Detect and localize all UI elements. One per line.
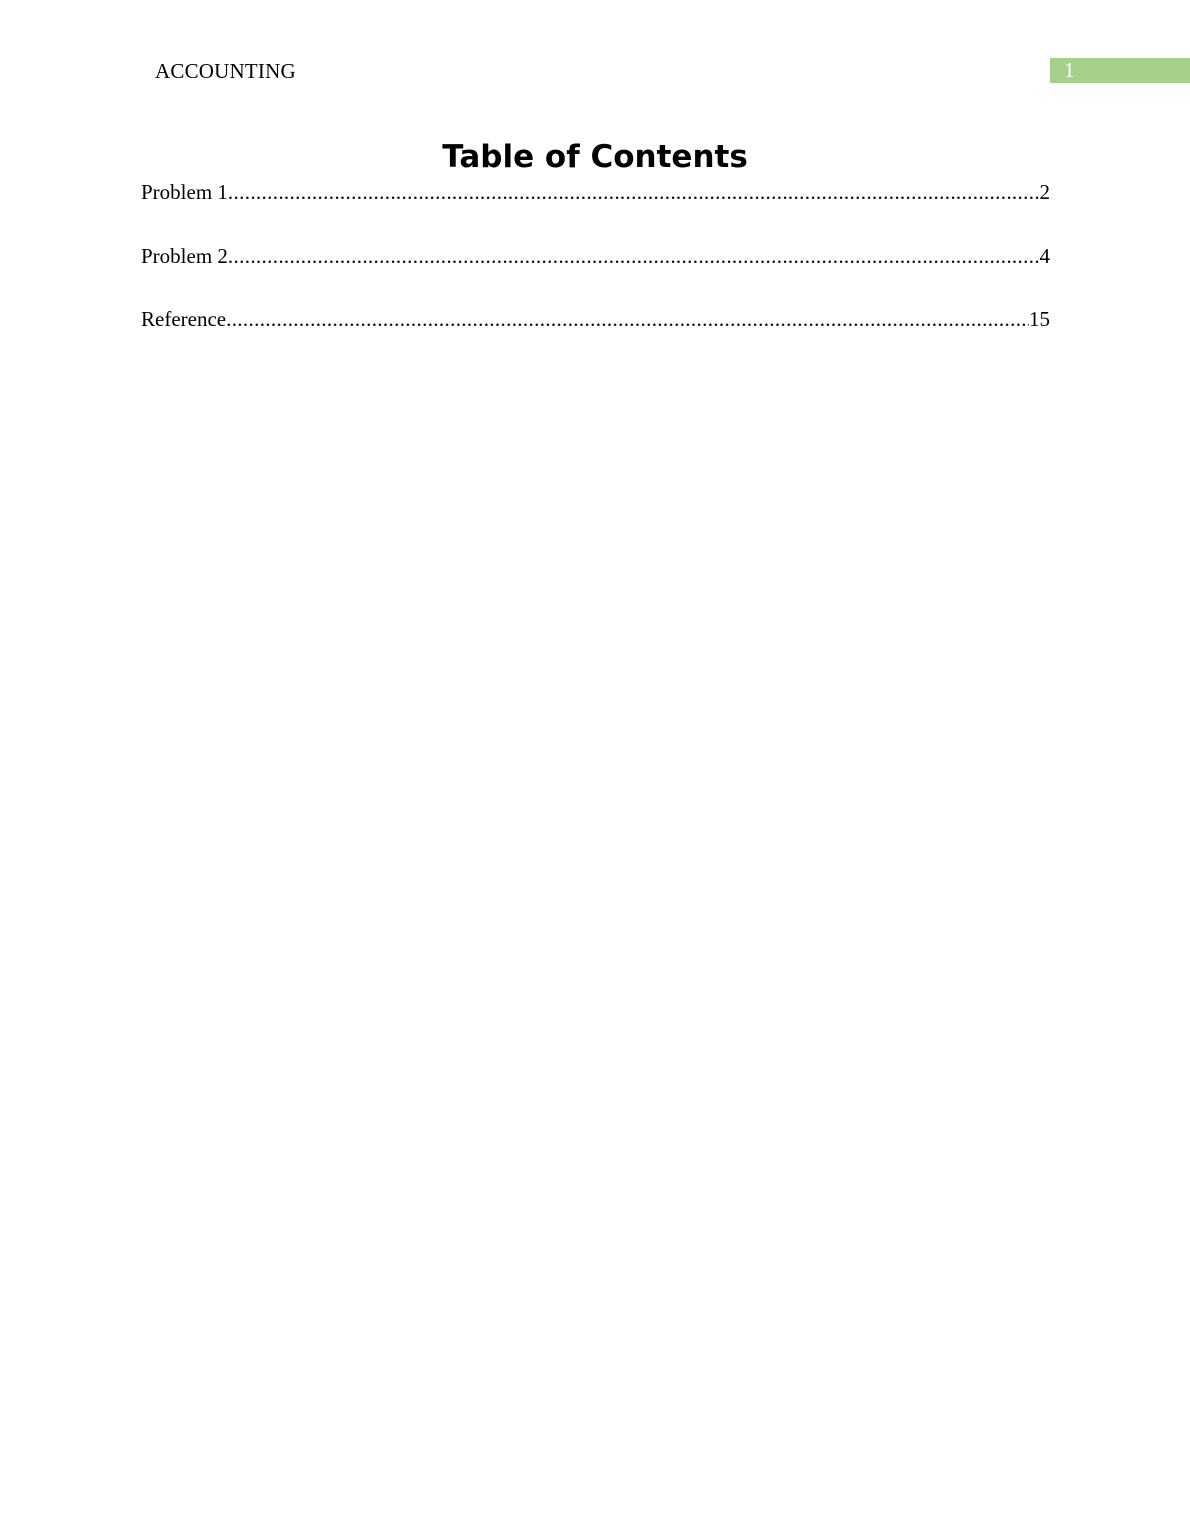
toc-entry-page: 4 [1039,244,1050,268]
page-number-bar [1050,58,1190,83]
toc-entry-label: Problem 2 [141,244,228,268]
toc-list [141,178,1050,333]
toc-heading: Table of Contents [442,139,748,175]
toc-entry-label: Problem 1 [141,180,228,204]
toc-entry-reference[interactable] [141,305,1050,333]
toc-entry-problem-2[interactable] [141,242,1050,270]
toc-entry-page: 2 [1039,180,1050,204]
toc-entry-page: 15 [1029,307,1050,331]
page-number: 1 [1064,58,1075,82]
toc-dot-leader [228,178,1040,206]
toc-dot-leader [226,305,1029,333]
running-header-title: ACCOUNTING [155,59,296,83]
toc-entry-label: Reference [141,307,227,331]
toc-entry-problem-1[interactable] [141,178,1050,206]
toc-dot-leader [228,242,1040,270]
